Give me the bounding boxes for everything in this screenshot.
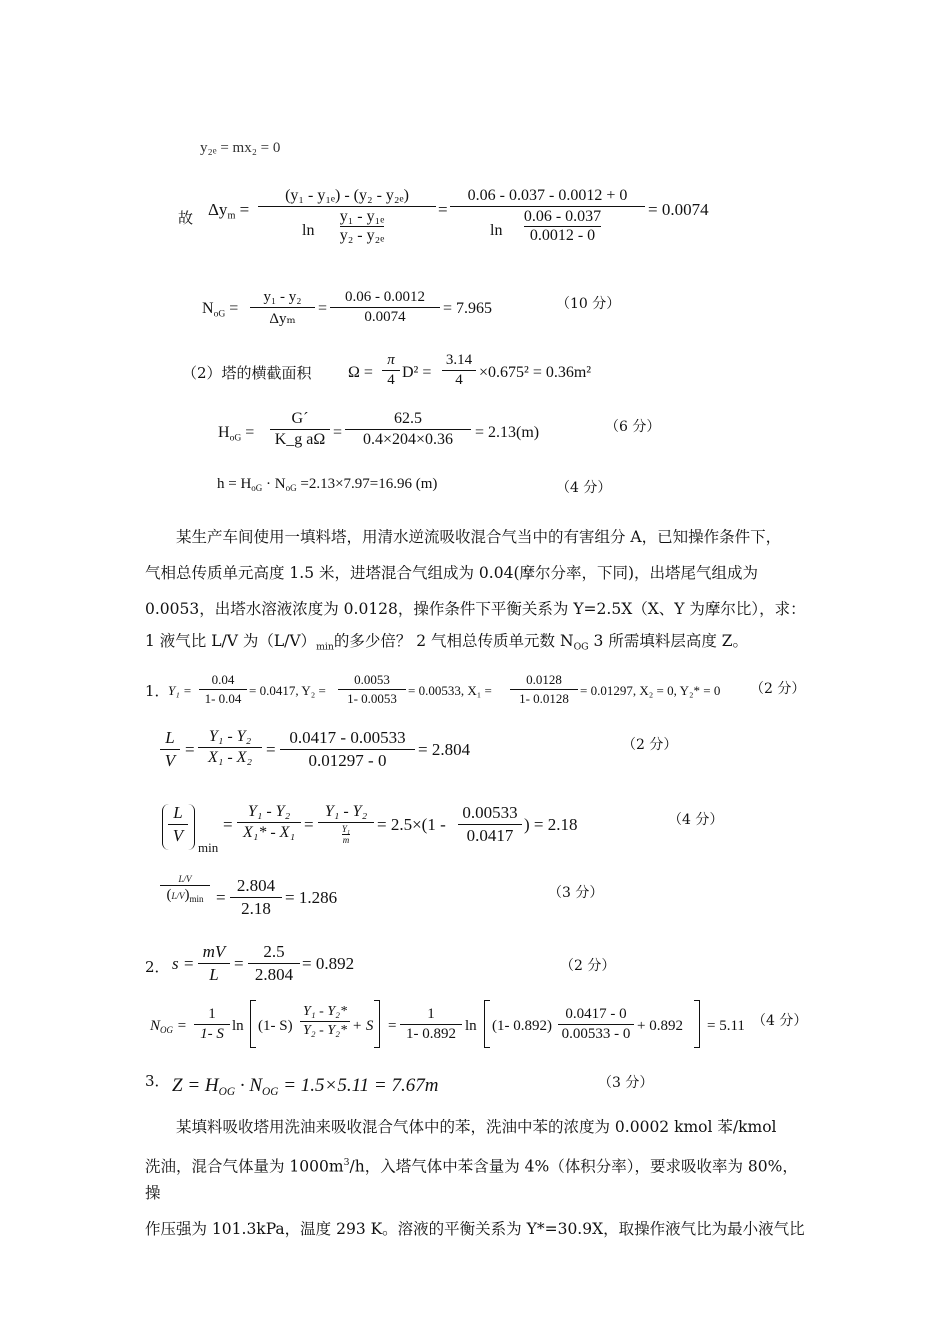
NOG-fraction-1: 1 1- S — [194, 1006, 230, 1043]
nog-fraction-2: 0.06 - 0.0012 0.0074 — [330, 289, 440, 326]
area-label: （2）塔的横截面积 — [182, 364, 312, 382]
score-4b: （4 分） — [668, 812, 724, 828]
y1-fraction: 0.04 1- 0.04 — [199, 672, 247, 707]
s-result: = 0.892 — [302, 954, 355, 973]
dym-fraction-numeric: 0.06 - 0.037 - 0.0012 + 0 ln $\frac{0.06 - 0.037}{0.0012 - 0}$ — [450, 187, 645, 245]
lvmin-fraction-1: Y₁ - Y₂ X₁* - X₁ — [237, 803, 301, 842]
area-result: ×0.675² = 0.36m² — [479, 364, 592, 381]
label-gu: 故 — [178, 209, 194, 227]
score-4c: （4 分） — [752, 1013, 808, 1029]
area-lhs: Ω = — [348, 364, 373, 381]
nog-lhs: $N_{oG}$ = — [202, 300, 239, 320]
hog-result: = 2.13(m) — [475, 424, 540, 441]
lvmin-result: ) = 2.18 — [524, 815, 578, 834]
lv-fraction: L V — [160, 728, 180, 771]
area-pi-over-4: π 4 — [382, 352, 400, 389]
Z-equation: $Z = H_{OG} \cdot N_{OG} = 1.5\times 5.11 = 7.67m$ — [172, 1075, 439, 1098]
s-fraction-2: 2.5 2.804 — [248, 942, 300, 985]
score-3a: （3 分） — [548, 885, 604, 901]
score-6: （6 分） — [605, 419, 661, 435]
step2-label: 2． — [145, 958, 170, 976]
ratio-fraction: 2.804 2.18 — [230, 876, 282, 919]
hog-fraction-1: G´ K_g aΩ — [270, 410, 330, 449]
ratio-lhs-fraction: L/V $(L/V)_{min}$ — [160, 874, 210, 904]
score-2a: （2 分） — [750, 681, 806, 697]
NOG-lhs: $N_{OG}$ = — [150, 1018, 187, 1036]
NOG-result: = 5.11 — [707, 1018, 745, 1034]
step3-label: 3． — [145, 1072, 170, 1090]
hog-fraction-2: 62.5 0.4×204×0.36 — [345, 410, 471, 449]
lvmin-fraction-3: 0.00533 0.0417 — [458, 803, 522, 846]
score-10: （10 分） — [556, 296, 621, 312]
dym-num-symbolic: (y₁ - y₁ₑ) - (y₂ - y₂ₑ) — [285, 187, 409, 204]
lv-fraction-symbolic: Y₁ - Y₂ X₁ - X₂ — [198, 728, 262, 767]
NOG-fraction-2: 1 1- 0.892 — [400, 1006, 462, 1043]
NOG-inner-fraction: Y₁ - Y₂* Y₂ - Y₂* — [300, 1004, 350, 1039]
nog-fraction-1: y₁ - y₂ Δyₘ — [250, 289, 315, 328]
x1-fraction: 0.0128 1- 0.0128 — [510, 672, 578, 707]
area-314-over-4: 3.14 4 — [442, 352, 476, 389]
dym-result: = 0.0074 — [648, 200, 709, 219]
lvmin-fraction-2: Y₁ - Y₂ $\frac{\text{Y₁}}{m}$ — [318, 803, 374, 848]
h-line: $h = H_{oG} \cdot N_{oG} =2.13\times 7.97=16.96$ (m) — [217, 476, 438, 494]
lvmin-sub: min — [198, 840, 219, 855]
problem2-text: 某生产车间使用一填料塔，用清水逆流吸收混合气当中的有害组分 A，已知操作条件下， 气相总传质单元高度 1.5 米，进塔混合气组成为 0.04(摩尔分率，下同)，出塔尾气组成为 0.0053，出塔水溶液浓度为 0.0128，操作条件下平衡关系为 Y=2.5X（X、Y 为摩尔比），求： 1 液气比 L/V 为$(L/V)_{min}$的多少倍？ 2 气相总传质单元数 $N_{OG}$ 3 所需填料层高度 Z。 — [145, 528, 806, 653]
ratio-result: = 1.286 — [285, 888, 338, 907]
dym-lhs: $\Delta y_m$ = — [208, 200, 250, 222]
step1-label: 1． — [145, 682, 170, 700]
score-2b: （2 分） — [622, 737, 678, 753]
lvmin-fraction: L V — [168, 803, 188, 846]
lv-fraction-numeric: 0.0417 - 0.00533 0.01297 - 0 — [280, 728, 415, 771]
score-4a: （4 分） — [556, 480, 612, 496]
eq-y2e: y₂ₑ = mx₂ = 0 — [200, 140, 281, 156]
problem3-text: 某填料吸收塔用洗油来吸收混合气体中的苯，洗油中苯的浓度为 0.0002 kmol 苯/kmol 洗油，混合气体量为 $1000m^3/h$，入塔气体中苯含量为 4%（体积分率），要求吸收率为 80%，操 作压强为 101.3kPa，温度 293 K。溶液的平衡关系为 Y*=30.9X，取操作液气比为最小液气比 — [145, 1118, 805, 1238]
nog-result: = 7.965 — [443, 300, 493, 317]
hog-lhs: $H_{oG}$ = — [218, 424, 255, 444]
y2-fraction: 0.0053 1- 0.0053 — [338, 672, 406, 707]
score-3b: （3 分） — [598, 1075, 654, 1091]
s-fraction-1: mV L — [198, 942, 230, 985]
lv-result: = 2.804 — [418, 740, 471, 759]
dym-fraction-symbolic: (y₁ - y₁ₑ) - (y₂ - y₂ₑ) ln $\frac{\text{y₁ - y₁ₑ}}{\text{y₂ - y₂ₑ}}$ — [258, 187, 436, 245]
score-2c: （2 分） — [560, 958, 616, 974]
ln-text: ln — [302, 222, 315, 239]
NOG-inner-fraction-2: 0.0417 - 0 0.00533 - 0 — [558, 1006, 634, 1043]
